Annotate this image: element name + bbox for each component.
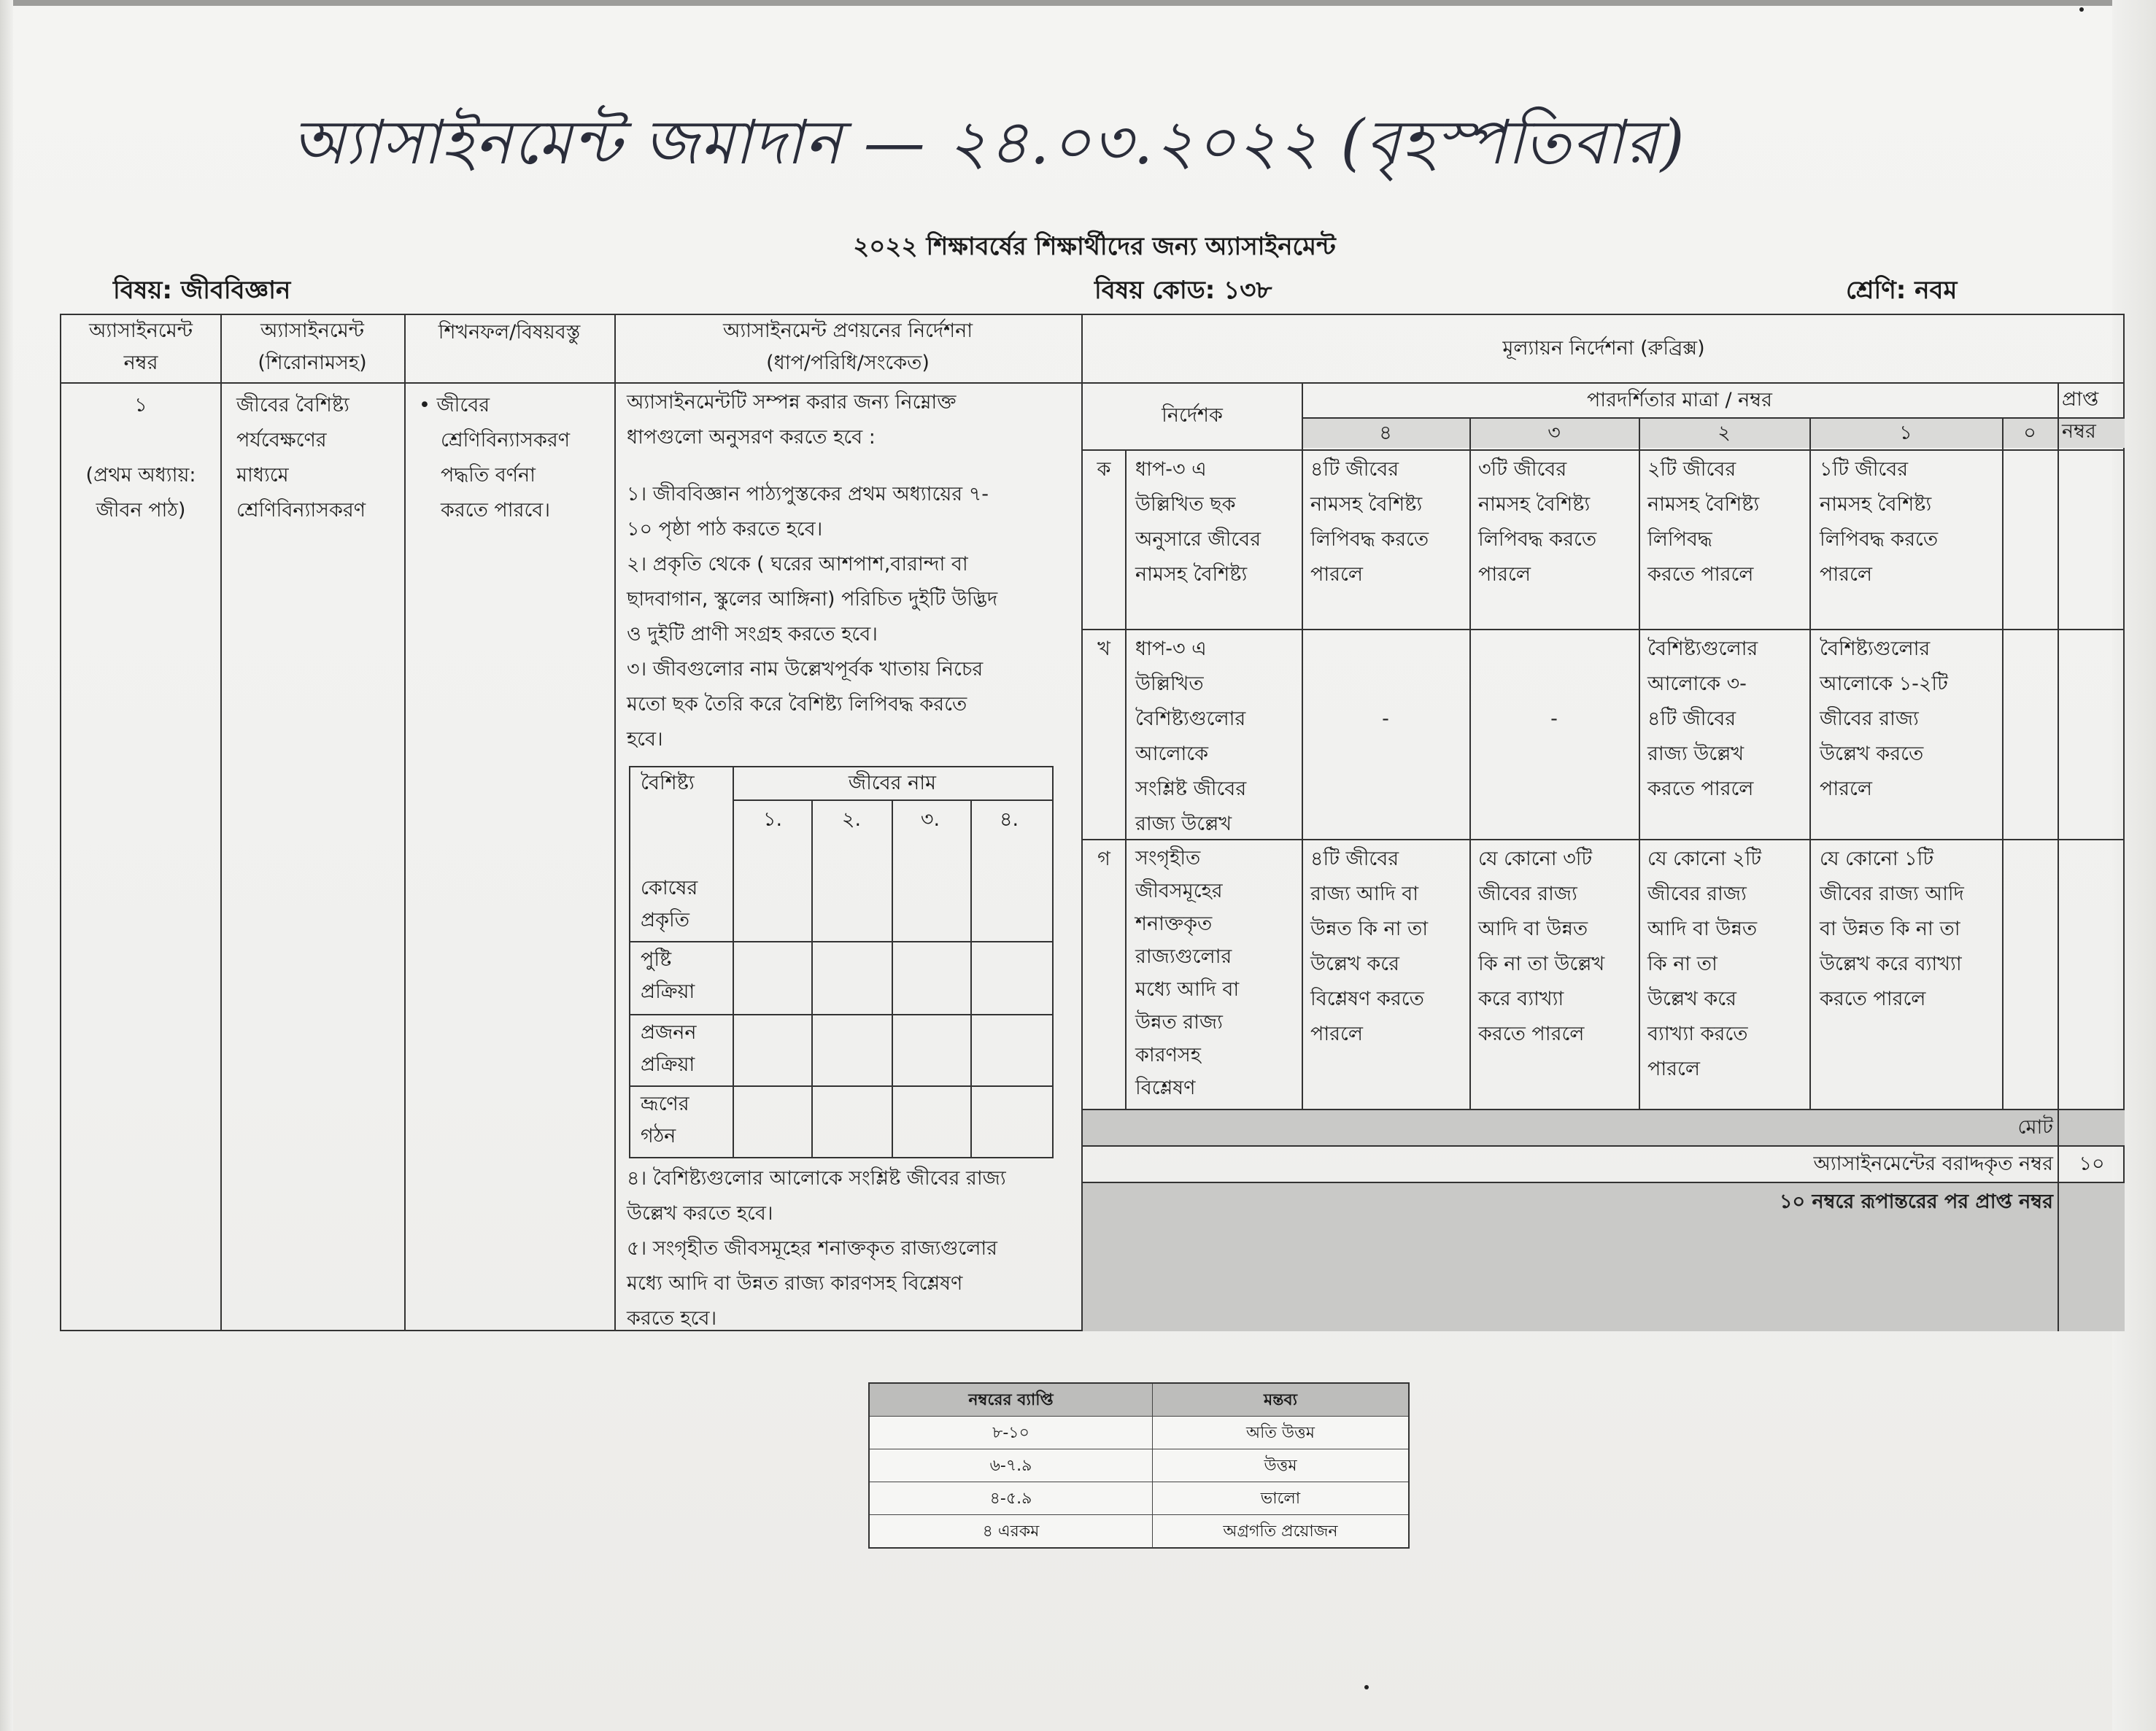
assignment-chapter: (প্রথম অধ্যায়:: [85, 464, 196, 487]
rubric-text: সংশ্লিষ্ট জীবের: [1135, 778, 1247, 800]
rubric-text: পারলে: [1310, 563, 1363, 586]
legend-row: [870, 1482, 1408, 1515]
rubric-indicator-ga: [1135, 842, 1299, 1104]
rubric-text: উন্নত রাজ্য: [1135, 1011, 1223, 1034]
rubric-ga-level-4: [1310, 842, 1467, 1052]
instruction-line: ১০ পৃষ্ঠা পাঠ করতে হবে।: [627, 518, 823, 541]
rubric-text: আলোকে ১-২টি: [1820, 673, 1948, 695]
legend-range: ৮-১০: [870, 1417, 1153, 1449]
rubric-kha-level-4: -: [1382, 708, 1389, 730]
rubric-text: জীবসমূহের: [1135, 880, 1223, 902]
rubric-text: কি না তা উল্লেখ: [1478, 953, 1605, 975]
rubric-ka-level-3: [1478, 452, 1637, 592]
row-embryo: [641, 1088, 731, 1153]
rubric-text: রাজ্য উল্লেখ: [1135, 813, 1232, 835]
handwritten-submission-note: অ্যাসাইনমেন্ট জমাদান — ২৪.০৩.২০২২ (বৃহস্পতিবার): [292, 107, 1686, 178]
rubric-text: জীবের রাজ্য: [1478, 883, 1577, 905]
rubric-text: শনাক্তকৃত: [1135, 913, 1213, 935]
rubric-text: উল্লিখিত ছক: [1135, 493, 1236, 516]
instruction-line: ধাপগুলো অনুসরণ করতে হবে :: [627, 426, 876, 449]
rubric-text: উল্লেখ করতে: [1820, 743, 1924, 765]
rubric-indicator-kha: [1135, 632, 1299, 842]
rubric-text: নামসহ বৈশিষ্ট্য: [1135, 563, 1248, 586]
legend-range: ৪-৫.৯: [870, 1482, 1153, 1515]
rubric-text: যে কোনো ২টি: [1647, 848, 1762, 870]
rubric-kha-level-1: [1820, 632, 2001, 807]
rubric-indicator-ka: [1135, 452, 1299, 592]
instruction-step-5: ৫। সংগৃহীত জীবসমূহের শনাক্তকৃত রাজ্যগুলোর: [627, 1237, 998, 1260]
scan-speck: [1364, 1685, 1369, 1689]
rubric-indicator-header: নির্দেশক: [1162, 404, 1223, 427]
rubric-text: ৩টি জীবের: [1478, 458, 1567, 481]
characteristics-table: [629, 766, 1054, 1158]
rubric-text: নামসহ বৈশিষ্ট্য: [1310, 493, 1423, 516]
outcome-line: করতে পারবে।: [441, 499, 550, 522]
row-label: প্রকৃতি: [641, 909, 690, 932]
rubric-text: উল্লেখ করে: [1647, 988, 1736, 1010]
instruction-line: করতে হবে।: [627, 1307, 717, 1330]
row-cell-nature: [641, 872, 731, 937]
rubric-ka-level-4: [1310, 452, 1467, 592]
level-0: ০: [2023, 422, 2036, 444]
total-label: মোট: [2017, 1116, 2053, 1139]
legend-remark: উত্তম: [1264, 1457, 1297, 1475]
feature-header: বৈশিষ্ট্য: [641, 772, 695, 794]
rubric-text: বৈশিষ্ট্যগুলোর: [1647, 638, 1758, 660]
assignment-title: [236, 388, 401, 528]
rubric-text: রাজ্যগুলোর: [1135, 945, 1232, 968]
instruction-step-2: ২। প্রকৃতি থেকে ( ঘরের আশপাশ,বারান্দা বা: [627, 553, 968, 576]
class-label: শ্রেণি: নবম: [1846, 276, 1958, 305]
header-assignment-number-2: নম্বর: [123, 352, 158, 374]
legend-header-row: [870, 1384, 1408, 1417]
instruction-line: হবে।: [627, 728, 663, 751]
rubric-row-label-kha: খ: [1097, 638, 1110, 660]
rubric-text: করতে পারলে: [1647, 563, 1754, 586]
outcome-line: • জীবের: [419, 394, 490, 417]
header-instructions: অ্যাসাইনমেন্ট প্রণয়নের নির্দেশনা: [722, 320, 973, 342]
instruction-line: অ্যাসাইনমেন্টটি সম্পন্ন করার জন্য নিম্নোক্ত: [627, 391, 957, 414]
rubric-text: পারলে: [1478, 563, 1531, 586]
subject-code: বিষয় কোড: ১৩৮: [1094, 276, 1272, 305]
rubric-text: পারলে: [1647, 1058, 1700, 1080]
rubric-text: ব্যাখ্যা করতে: [1647, 1023, 1748, 1045]
row-label: প্রজনন: [641, 1021, 697, 1044]
rubric-text: আদি বা উন্নত: [1478, 918, 1588, 940]
subject-label: বিষয়: জীববিজ্ঞান: [113, 276, 291, 305]
rubric-text: নামসহ বৈশিষ্ট্য: [1478, 493, 1591, 516]
learning-outcome: [419, 388, 612, 528]
rubric-ga-level-3: [1478, 842, 1637, 1052]
rubric-text: করে ব্যাখ্যা: [1478, 988, 1564, 1010]
instruction-line: মতো ছক তৈরি করে বৈশিষ্ট্য লিপিবদ্ধ করতে: [627, 693, 967, 716]
rubric-text: পারলে: [1820, 563, 1872, 586]
rubric-text: উল্লেখ করে ব্যাখ্যা: [1820, 953, 1962, 975]
rubric-kha-level-3: -: [1550, 708, 1558, 730]
row-label: প্রক্রিয়া: [641, 1053, 695, 1076]
row-label: ভ্রূণের: [641, 1093, 689, 1115]
row-reproduction: [641, 1017, 731, 1081]
rubric-text: অনুসারে জীবের: [1135, 528, 1261, 551]
assignment-table: [60, 314, 2125, 1331]
rubric-text: উল্লেখ করে: [1310, 953, 1399, 975]
rubric-text: কারণসহ: [1135, 1044, 1201, 1066]
outcome-line: শ্রেণিবিন্যাসকরণ: [441, 429, 571, 452]
rubric-text: ৪টি জীবের: [1310, 848, 1399, 870]
rubric-text: রাজ্য উল্লেখ: [1647, 743, 1744, 765]
rubric-text: জীবের রাজ্য আদি: [1820, 883, 1964, 905]
rubric-text: বা উন্নত কি না তা: [1820, 918, 1960, 940]
instruction-line: উল্লেখ করতে হবে।: [627, 1202, 773, 1225]
assignment-title-line: জীবের বৈশিষ্ট্য: [236, 394, 349, 417]
converted-marks-label: ১০ নম্বরে রূপান্তরের পর প্রাপ্ত নম্বর: [1779, 1190, 2053, 1213]
row-label: গঠন: [641, 1125, 676, 1147]
rubric-text: রাজ্য আদি বা: [1310, 883, 1419, 905]
instruction-step-1: ১। জীববিজ্ঞান পাঠ্যপুস্তকের প্রথম অধ্যায়ের ৭-: [627, 483, 989, 506]
assignment-title-line: পর্যবেক্ষণের: [236, 429, 327, 452]
grade-legend-table: [868, 1382, 1410, 1549]
outcome-line: পদ্ধতি বর্ণনা: [441, 464, 536, 487]
rubric-text: লিপিবদ্ধ: [1647, 528, 1712, 551]
legend-range: ৪ এরকম: [870, 1515, 1153, 1548]
rubric-text: ধাপ-৩ এ: [1135, 458, 1207, 481]
legend-header-remark: মন্তব্য: [1263, 1391, 1297, 1409]
header-rubric: মূল্যায়ন নির্দেশনা (রুব্রিক্স): [1502, 337, 1705, 360]
header-assignment-title: অ্যাসাইনমেন্ট: [260, 320, 364, 342]
legend-row: [870, 1449, 1408, 1482]
rubric-text: জীবের রাজ্য: [1820, 708, 1919, 730]
instructions-continued: [627, 1161, 1079, 1336]
rubric-text: লিপিবদ্ধ করতে: [1310, 528, 1429, 551]
instruction-step-4: ৪। বৈশিষ্ট্যগুলোর আলোকে সংশ্লিষ্ট জীবের রাজ্য: [627, 1167, 1006, 1190]
document-title: ২০২২ শিক্ষাবর্ষের শিক্ষার্থীদের জন্য অ্যাসাইনমেন্ট: [853, 232, 1336, 261]
rubric-text: আলোকে: [1135, 743, 1209, 765]
rubric-text: ৪টি জীবের: [1647, 708, 1736, 730]
rubric-text: বৈশিষ্ট্যগুলোর: [1820, 638, 1931, 660]
rubric-text: পারলে: [1310, 1023, 1363, 1045]
rubric-obtained-header-2: নম্বর: [2062, 420, 2096, 443]
rubric-level-header: পারদর্শিতার মাত্রা / নম্বর: [1586, 389, 1773, 411]
assignment-chapter-2: জীবন পাঠ): [96, 499, 186, 522]
legend-remark: অগ্রগতি প্রয়োজন: [1223, 1522, 1338, 1541]
rubric-text: যে কোনো ৩টি: [1478, 848, 1593, 870]
header-assignment-title-2: (শিরোনামসহ): [258, 352, 367, 374]
rubric-row-label-ka: ক: [1097, 458, 1111, 481]
header-instructions-2: (ধাপ/পরিধি/সংকেত): [766, 352, 930, 374]
organism-name-header: জীবের নাম: [848, 772, 937, 794]
organism-col-4: ৪.: [999, 808, 1019, 831]
row-label: প্রক্রিয়া: [641, 980, 695, 1003]
rubric-text: বিশ্লেষণ করতে: [1310, 988, 1424, 1010]
rubric-text: নামসহ বৈশিষ্ট্য: [1820, 493, 1932, 516]
row-nutrition: [641, 944, 731, 1008]
instruction-line: মধ্যে আদি বা উন্নত রাজ্য কারণসহ বিশ্লেষণ: [627, 1272, 963, 1295]
rubric-text: বৈশিষ্ট্যগুলোর: [1135, 708, 1246, 730]
instruction-line: ছাদবাগান, স্কুলের আঙ্গিনা) পরিচিত দুইটি উদ্ভিদ: [627, 588, 998, 611]
rubric-text: লিপিবদ্ধ করতে: [1820, 528, 1939, 551]
rubric-text: আলোকে ৩-: [1647, 673, 1747, 695]
instruction-step-3: ৩। জীবগুলোর নাম উল্লেখপূর্বক খাতায় নিচের: [627, 658, 984, 681]
rubric-text: ২টি জীবের: [1647, 458, 1736, 481]
organism-col-3: ৩.: [920, 808, 940, 831]
rubric-text: ১টি জীবের: [1820, 458, 1909, 481]
organism-col-2: ২.: [841, 808, 862, 831]
rubric-row-label-ga: গ: [1097, 848, 1110, 870]
level-1: ১: [1899, 422, 1912, 444]
assignment-number: ১: [134, 394, 147, 417]
rubric-text: করতে পারলে: [1647, 778, 1754, 800]
level-2: ২: [1718, 422, 1731, 444]
assignment-title-line: মাধ্যমে: [236, 464, 289, 487]
rubric-text: লিপিবদ্ধ করতে: [1478, 528, 1597, 551]
rubric-kha-level-2: [1647, 632, 1808, 807]
allocated-marks-value: ১০: [2079, 1153, 2105, 1175]
legend-header-range: নম্বরের ব্যাপ্তি: [870, 1384, 1153, 1417]
rubric-text: নামসহ বৈশিষ্ট্য: [1647, 493, 1760, 516]
rubric-ka-level-2: [1647, 452, 1808, 592]
scan-shadow-left: [0, 0, 13, 1731]
header-assignment-number: অ্যাসাইনমেন্ট: [89, 320, 193, 342]
instruction-line: ও দুইটি প্রাণী সংগ্রহ করতে হবে।: [627, 623, 878, 646]
total-row-shade: [1083, 1110, 2125, 1145]
legend-range: ৬-৭.৯: [870, 1449, 1153, 1482]
rubric-text: কি না তা: [1647, 953, 1718, 975]
scan-speck: [2079, 7, 2084, 12]
rubric-text: ৪টি জীবের: [1310, 458, 1399, 481]
instructions: [627, 385, 1079, 757]
rubric-text: উল্লিখিত: [1135, 673, 1204, 695]
level-4: ৪: [1379, 422, 1392, 444]
legend-row: [870, 1515, 1408, 1548]
rubric-text: সংগৃহীত: [1135, 847, 1201, 870]
organism-col-1: ১.: [762, 808, 783, 831]
allocated-marks-label: অ্যাসাইনমেন্টের বরাদ্দকৃত নম্বর: [1813, 1153, 2053, 1175]
rubric-text: বিশ্লেষণ: [1135, 1077, 1196, 1099]
rubric-ga-level-1: [1820, 842, 2001, 1017]
rubric-text: করতে পারলে: [1820, 988, 1926, 1010]
row-label: কোষের: [641, 877, 698, 899]
row-label: পুষ্টি: [641, 948, 672, 971]
rubric-text: মধ্যে আদি বা: [1135, 978, 1240, 1001]
legend-remark: অতি উত্তম: [1246, 1424, 1315, 1442]
rubric-obtained-header: প্রাপ্ত: [2062, 388, 2099, 411]
assignment-title-line: শ্রেণিবিন্যাসকরণ: [236, 499, 366, 522]
scan-top-edge: [0, 0, 2156, 6]
rubric-text: যে কোনো ১টি: [1820, 848, 1934, 870]
header-learning-outcome: শিখনফল/বিষয়বস্তু: [438, 321, 581, 344]
rubric-text: ধাপ-৩ এ: [1135, 638, 1207, 660]
rubric-ga-level-2: [1647, 842, 1808, 1087]
rubric-text: জীবের রাজ্য: [1647, 883, 1747, 905]
legend-remark: ভালো: [1260, 1490, 1301, 1508]
rubric-text: পারলে: [1820, 778, 1872, 800]
rubric-text: উন্নত কি না তা: [1310, 918, 1429, 940]
rubric-text: করতে পারলে: [1478, 1023, 1585, 1045]
legend-row: [870, 1417, 1408, 1449]
rubric-ka-level-1: [1820, 452, 2001, 592]
rubric-text: আদি বা উন্নত: [1647, 918, 1758, 940]
level-3: ৩: [1548, 422, 1561, 444]
